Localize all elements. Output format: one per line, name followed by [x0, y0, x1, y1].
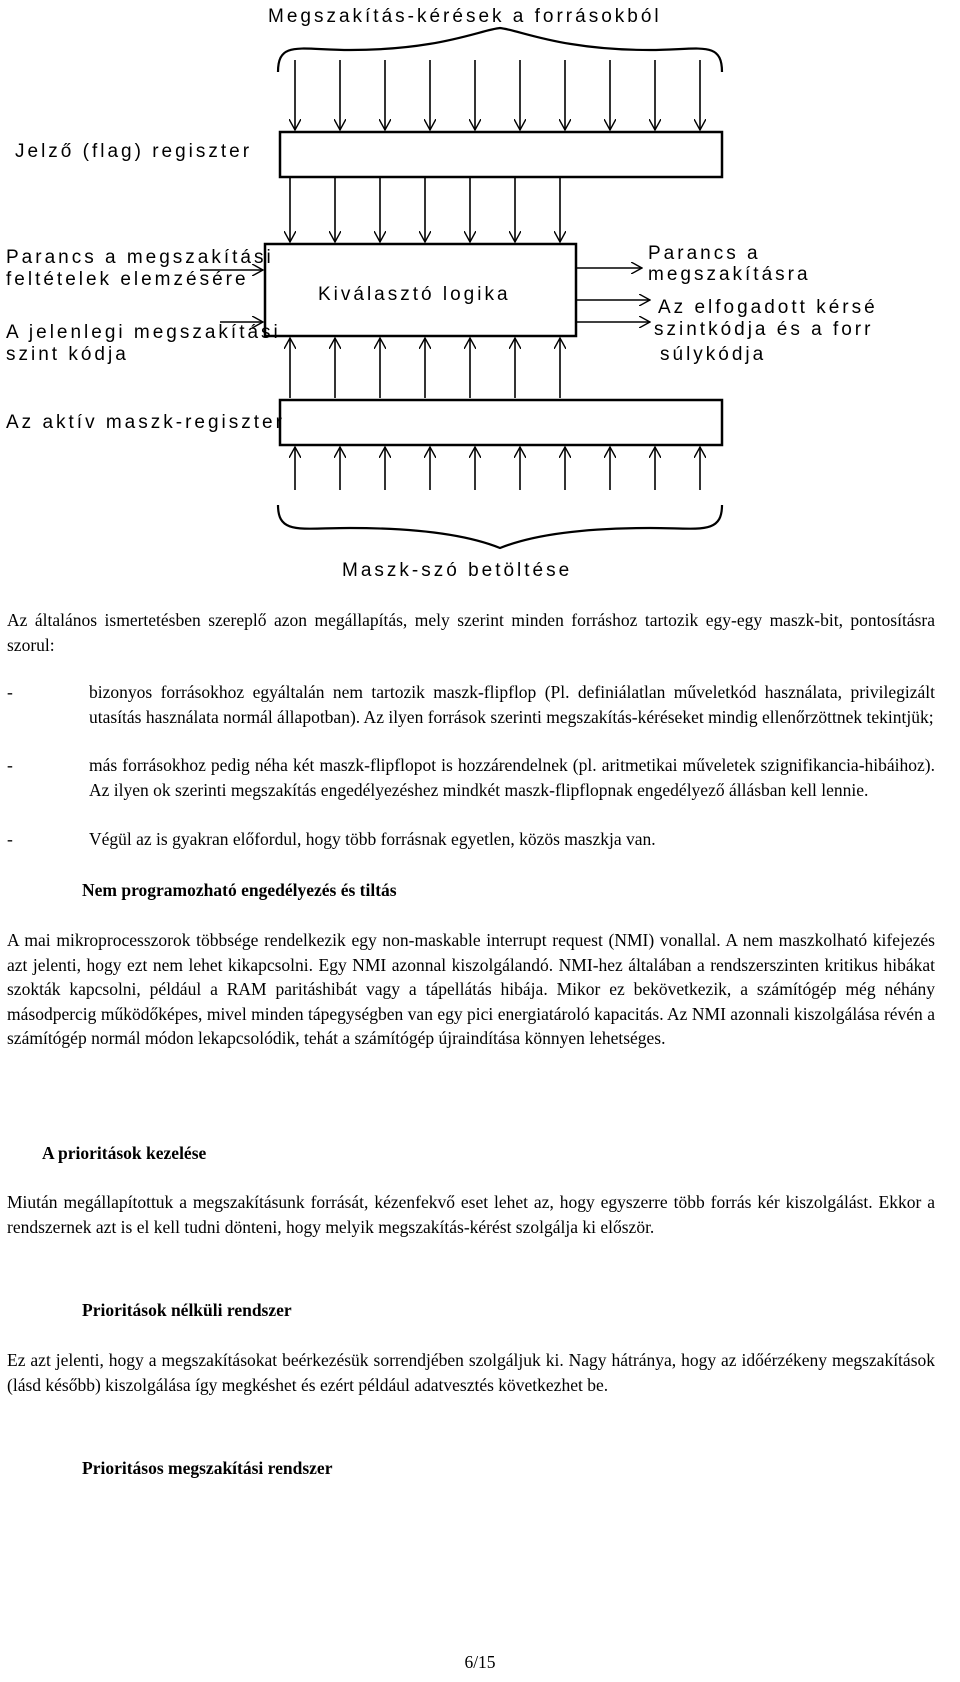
section-heading-nmi: Nem programozható engedélyezés és tiltás [82, 880, 397, 900]
no-priority-paragraph: Ez azt jelenti, hogy a megszakításokat beérkezésük sorrendjében szolgáljuk ki. Nagy hátránya, hogy az időérzékeny megszakítások (lásd később) kiszolgálása így megkéshet és ezért például adatvesztés következhet be. [7, 1350, 935, 1395]
page-number: 6/15 [464, 1652, 496, 1672]
accepted-label-1: Az elfogadott kérsé [658, 297, 878, 318]
list-item-text: Végül az is gyakran előfordul, hogy több forrásnak egyetlen, közös maszkja van. [89, 829, 656, 849]
section-heading-priority: A prioritások kezelése [42, 1143, 207, 1163]
list-dash: - [7, 755, 13, 775]
nmi-paragraph: A mai mikroprocesszorok többsége rendelkezik egy non-maskable interrupt request (NMI) vonallal. A nem maszkolható kifejezés azt jelenti, hogy ezt nem lehet kikapcsolni. Egy NMI azonnal kiszolgálandó. NMI-hez általában a rendszerszinten kritikus hibákat szokták kapcsolni, például a RAM paritáshibát vagy a tápellátás hibája. Mikor ez bekövetkezik, a számítógép még néhány másodpercig működőképes, mivel minden tápegységben van egy pici energiatároló kapacitás. Az NMI azonnali kiszolgálása révén a számítógép normál módon lekapcsolódik, tehát a számítógép újraindítása könnyen lehetséges. [7, 930, 935, 1048]
diagram-title: Megszakítás-kérések a forrásokból [268, 6, 662, 27]
current-level-label-1: A jelenlegi megszakítási [6, 322, 281, 343]
priority-paragraph: Miután megállapítottuk a megszakításunk forrását, kézenfekvő eset lehet az, hogy egyszerre több forrás kér kiszolgálást. Ekkor a rendszernek azt is el kell tudni dönteni, hogy melyik megszakítás-kérést szolgálja ki először. [7, 1192, 935, 1237]
mask-register-label: Az aktív maszk-regiszter [6, 412, 285, 433]
mask-register-box [280, 400, 722, 445]
section-heading-no-priority: Prioritások nélküli rendszer [82, 1300, 292, 1320]
interrupt-diagram [0, 0, 960, 630]
section-heading-priority-system: Prioritásos megszakítási rendszer [82, 1458, 333, 1478]
flag-register-box [280, 132, 722, 177]
cmd-interrupt-label-2: megszakításra [648, 264, 811, 285]
list-item [7, 753, 935, 802]
list-dash: - [7, 682, 13, 702]
cmd-analyze-label-2: feltételek elemzésére [6, 269, 249, 290]
list-item [7, 827, 935, 852]
current-level-label-2: szint kódja [6, 344, 129, 365]
bottom-brace [278, 505, 722, 548]
accepted-label-2: szintkódja és a forr [654, 319, 874, 340]
cmd-interrupt-label-1: Parancs a [648, 243, 761, 264]
accepted-label-3: súlykódja [660, 344, 767, 365]
list-item-text: más forrásokhoz pedig néha két maszk-flipflopot is hozzárendelnek (pl. aritmetikai műveletek szignifikancia-hibáihoz). Az ilyen ok szerinti megszakítás engedélyezéshez mindkét maszk-flipflopnak engedélyező állásban kell lennie. [89, 755, 935, 800]
list-item-text: bizonyos forrásokhoz egyáltalán nem tartozik maszk-flipflop (Pl. definiálatlan műveletkód használata, privilegizált utasítás használata normál állapotban). Az ilyen források szerinti megszakítás-kéréseket mindig ellenőrzöttnek tekintjük; [89, 682, 935, 727]
intro-paragraph: Az általános ismertetésben szereplő azon megállapítás, mely szerint minden forráshoz tartozik egy-egy maszk-bit, pontosításra szorul: [7, 610, 935, 655]
flag-register-label: Jelző (flag) regiszter [15, 141, 253, 162]
list-item [7, 680, 935, 729]
selector-logic-label: Kiválasztó logika [318, 284, 511, 305]
cmd-analyze-label-1: Parancs a megszakítási [6, 247, 274, 268]
list-dash: - [7, 829, 13, 849]
mask-load-label: Maszk-szó betöltése [342, 560, 573, 581]
